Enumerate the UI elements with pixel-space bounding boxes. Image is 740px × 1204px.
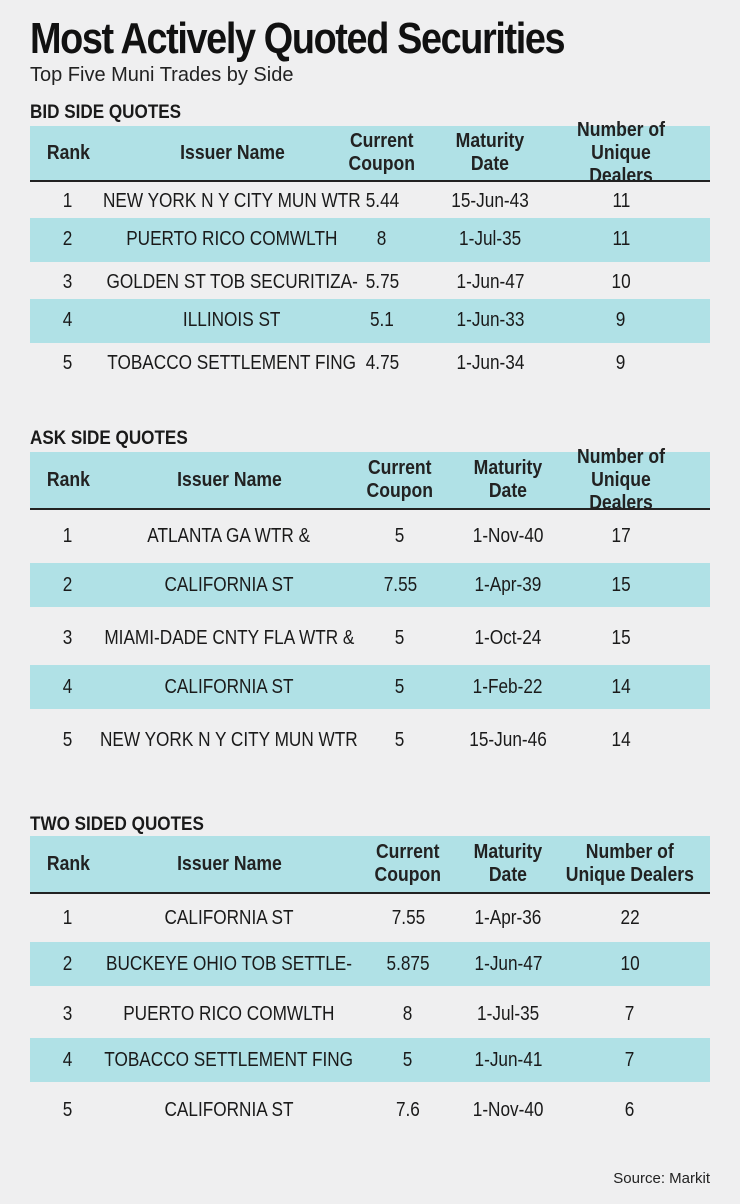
- section-label: ASK SIDE QUOTES: [30, 428, 188, 449]
- cell-maturity-text: 15-Jun-46: [469, 728, 547, 751]
- header-coupon-label: Current Coupon: [348, 130, 416, 175]
- header-rank-label: Rank: [46, 141, 90, 164]
- cell-coupon: [358, 1038, 458, 1082]
- cell-coupon-text: 5.875: [386, 952, 430, 975]
- header-rank: [30, 452, 106, 508]
- cell-maturity: [458, 992, 558, 1036]
- cell-rank: [30, 563, 106, 607]
- header-dealers-label: Number of Unique Dealers: [577, 445, 665, 514]
- cell-maturity-text: 1-Jun-47: [456, 270, 524, 293]
- cell-issuer-text: CALIFORNIA ST: [164, 675, 294, 698]
- header-issuer-label: Issuer Name: [179, 141, 285, 164]
- cell-coupon: [358, 992, 458, 1036]
- cell-coupon-text: 5.75: [365, 270, 399, 293]
- cell-maturity: [458, 942, 558, 986]
- cell-rank-text: 4: [63, 309, 73, 331]
- cell-dealers: [550, 942, 710, 986]
- cell-rank: [30, 260, 106, 304]
- cell-issuer: [106, 218, 358, 262]
- header-coupon-label: Current Coupon: [366, 457, 434, 502]
- header-issuer: [106, 836, 352, 892]
- cell-dealers-text: 6: [625, 1098, 635, 1121]
- header-issuer-label: Issuer Name: [176, 468, 282, 491]
- cell-coupon: [352, 563, 448, 607]
- cell-dealers: [550, 260, 692, 304]
- cell-dealers-text: 9: [616, 351, 626, 374]
- cell-rank-text: 5: [63, 728, 73, 751]
- table-row: [30, 1088, 710, 1132]
- cell-dealers: [550, 1038, 710, 1082]
- cell-rank: [30, 514, 106, 558]
- cell-issuer: [106, 514, 352, 558]
- cell-coupon-text: 7.55: [391, 906, 425, 929]
- cell-dealers: [550, 341, 692, 385]
- table-row: [30, 665, 710, 709]
- header-coupon: [332, 126, 432, 180]
- cell-issuer-text: CALIFORNIA ST: [164, 573, 294, 596]
- header-coupon: [358, 836, 458, 892]
- cell-dealers: [550, 299, 692, 343]
- cell-dealers-text: 7: [625, 1048, 635, 1071]
- cell-issuer: [106, 1038, 352, 1082]
- header-maturity-label: Maturity Date: [473, 457, 543, 502]
- header-issuer: [106, 452, 352, 508]
- cell-maturity-text: 1-Feb-22: [473, 675, 543, 698]
- cell-issuer: [106, 1088, 352, 1132]
- cell-dealers: [550, 1088, 710, 1132]
- cell-dealers: [556, 514, 686, 558]
- cell-maturity-text: 1-Jun-41: [474, 1048, 542, 1071]
- table-header: [30, 836, 710, 894]
- table-row: [30, 514, 710, 558]
- cell-coupon-text: 8: [377, 228, 387, 250]
- cell-coupon: [358, 896, 458, 940]
- cell-dealers-text: 11: [612, 189, 630, 212]
- cell-issuer-text: CALIFORNIA ST: [164, 1098, 294, 1121]
- table-row: [30, 179, 710, 223]
- cell-dealers: [550, 896, 710, 940]
- header-rank-label: Rank: [46, 468, 90, 491]
- cell-issuer: [106, 563, 352, 607]
- cell-coupon: [332, 179, 432, 223]
- section-label: BID SIDE QUOTES: [30, 102, 182, 123]
- cell-issuer-text: ILLINOIS ST: [183, 309, 281, 331]
- cell-maturity: [444, 665, 572, 709]
- header-rank: [30, 836, 106, 892]
- cell-issuer: [103, 179, 361, 223]
- header-maturity: [444, 452, 572, 508]
- cell-issuer: [103, 616, 355, 660]
- cell-coupon: [352, 718, 448, 762]
- header-dealers-label: Number of Unique Dealers: [565, 841, 695, 886]
- cell-dealers: [556, 616, 686, 660]
- table-header: [30, 445, 710, 514]
- header-coupon-label: Current Coupon: [374, 841, 442, 886]
- cell-issuer: [106, 299, 358, 343]
- cell-rank: [30, 299, 106, 343]
- cell-maturity-text: 15-Jun-43: [451, 189, 529, 212]
- cell-dealers-text: 17: [611, 524, 631, 547]
- cell-issuer: [106, 665, 352, 709]
- cell-dealers-text: 14: [611, 675, 631, 698]
- cell-rank-text: 4: [63, 675, 73, 698]
- cell-maturity: [444, 563, 572, 607]
- cell-dealers-text: 11: [612, 228, 630, 250]
- cell-maturity-text: 1-Apr-36: [474, 906, 542, 929]
- page-subtitle: Top Five Muni Trades by Side: [30, 64, 294, 86]
- cell-rank-text: 1: [63, 524, 73, 547]
- cell-rank-text: 1: [63, 189, 73, 212]
- cell-issuer-text: PUERTO RICO COMWLTH: [126, 228, 338, 250]
- cell-maturity: [458, 1038, 558, 1082]
- header-issuer: [106, 126, 358, 180]
- cell-rank: [30, 616, 106, 660]
- cell-coupon: [358, 1088, 458, 1132]
- cell-rank-text: 2: [63, 228, 73, 250]
- cell-coupon-text: 5: [395, 728, 405, 751]
- table-row: [30, 218, 710, 262]
- cell-rank: [30, 1088, 106, 1132]
- cell-dealers-text: 14: [611, 728, 631, 751]
- table-row: [30, 299, 710, 343]
- cell-rank: [30, 992, 106, 1036]
- cell-rank: [30, 1038, 106, 1082]
- cell-issuer-text: NEW YORK N Y CITY MUN WTR: [100, 728, 358, 751]
- header-coupon: [352, 452, 448, 508]
- header-dealers: [550, 836, 710, 892]
- cell-maturity-text: 1-Jul-35: [476, 1002, 540, 1025]
- cell-rank: [30, 896, 106, 940]
- cell-coupon-text: 8: [403, 1002, 413, 1025]
- cell-rank: [30, 218, 106, 262]
- cell-issuer-text: GOLDEN ST TOB SECURITIZA-: [106, 270, 358, 293]
- cell-coupon: [352, 665, 448, 709]
- header-dealers: [556, 445, 686, 514]
- cell-coupon-text: 7.6: [396, 1098, 420, 1121]
- cell-rank-text: 5: [63, 1098, 73, 1121]
- cell-coupon-text: 5: [395, 675, 405, 698]
- cell-issuer-text: NEW YORK N Y CITY MUN WTR: [103, 189, 361, 212]
- cell-maturity-text: 1-Apr-39: [474, 573, 542, 596]
- cell-coupon: [352, 514, 448, 558]
- cell-coupon: [332, 260, 432, 304]
- cell-maturity-text: 1-Jun-34: [456, 351, 524, 374]
- cell-issuer: [106, 896, 352, 940]
- page-title: Most Actively Quoted Securities: [30, 14, 565, 63]
- cell-maturity: [428, 218, 552, 262]
- cell-dealers-text: 9: [616, 309, 626, 331]
- cell-maturity-text: 1-Jul-35: [458, 228, 522, 250]
- source-note: Source: Markit: [613, 1170, 710, 1187]
- header-maturity: [458, 836, 558, 892]
- cell-dealers: [556, 665, 686, 709]
- cell-dealers: [550, 992, 710, 1036]
- header-maturity: [428, 126, 552, 180]
- cell-dealers-text: 22: [620, 906, 640, 929]
- cell-issuer-text: BUCKEYE OHIO TOB SETTLE-: [106, 952, 352, 975]
- cell-dealers-text: 7: [625, 1002, 635, 1025]
- header-rank-label: Rank: [46, 852, 90, 875]
- cell-coupon: [352, 616, 448, 660]
- cell-maturity: [444, 718, 572, 762]
- cell-coupon-text: 5: [403, 1048, 413, 1071]
- header-dealers-label: Number of Unique Dealers: [577, 118, 665, 187]
- cell-coupon: [332, 341, 432, 385]
- cell-issuer: [106, 942, 352, 986]
- cell-rank-text: 3: [63, 626, 73, 649]
- cell-issuer-text: PUERTO RICO COMWLTH: [123, 1002, 335, 1025]
- cell-coupon-text: 5: [395, 524, 405, 547]
- cell-issuer-text: TOBACCO SETTLEMENT FING: [104, 1048, 354, 1071]
- table-row: [30, 563, 710, 607]
- cell-maturity: [458, 896, 558, 940]
- cell-coupon: [332, 218, 432, 262]
- section-label: TWO SIDED QUOTES: [30, 814, 204, 835]
- cell-maturity-text: 1-Oct-24: [474, 626, 542, 649]
- cell-maturity-text: 1-Nov-40: [472, 524, 544, 547]
- cell-dealers-text: 15: [611, 626, 631, 649]
- cell-rank-text: 1: [63, 906, 73, 929]
- cell-coupon: [358, 942, 458, 986]
- cell-coupon: [332, 299, 432, 343]
- cell-maturity: [428, 260, 552, 304]
- cell-maturity: [428, 299, 552, 343]
- cell-issuer-text: CALIFORNIA ST: [164, 906, 294, 929]
- cell-rank-text: 4: [63, 1048, 73, 1071]
- cell-coupon-text: 4.75: [365, 351, 399, 374]
- header-rank: [30, 126, 106, 180]
- cell-rank: [30, 942, 106, 986]
- cell-maturity: [428, 341, 552, 385]
- cell-issuer: [106, 992, 352, 1036]
- table-row: [30, 260, 710, 304]
- header-maturity-label: Maturity Date: [455, 130, 525, 175]
- cell-rank-text: 3: [63, 270, 73, 293]
- cell-rank-text: 2: [63, 952, 73, 975]
- cell-rank: [30, 179, 106, 223]
- cell-maturity: [458, 1088, 558, 1132]
- table-row: [30, 341, 710, 385]
- cell-maturity: [444, 616, 572, 660]
- table-row: [30, 718, 710, 762]
- table-row: [30, 942, 710, 986]
- cell-dealers: [556, 563, 686, 607]
- cell-maturity: [428, 179, 552, 223]
- cell-issuer-text: ATLANTA GA WTR &: [147, 524, 311, 547]
- cell-issuer: [106, 341, 358, 385]
- table-row: [30, 616, 710, 660]
- header-issuer-label: Issuer Name: [176, 852, 282, 875]
- cell-maturity: [444, 514, 572, 558]
- cell-rank-text: 5: [63, 351, 73, 374]
- cell-maturity-text: 1-Jun-47: [474, 952, 542, 975]
- cell-maturity-text: 1-Jun-33: [456, 309, 524, 331]
- header-maturity-label: Maturity Date: [473, 841, 543, 886]
- table-row: [30, 1038, 710, 1082]
- cell-issuer: [100, 718, 358, 762]
- cell-coupon-text: 5.1: [370, 309, 394, 331]
- cell-coupon-text: 5.44: [365, 189, 399, 212]
- cell-rank: [30, 665, 106, 709]
- cell-dealers-text: 10: [620, 952, 640, 975]
- header-dealers: [550, 118, 692, 187]
- cell-issuer-text: TOBACCO SETTLEMENT FING: [107, 351, 357, 374]
- cell-dealers: [550, 218, 692, 262]
- cell-maturity-text: 1-Nov-40: [472, 1098, 544, 1121]
- cell-dealers: [550, 179, 692, 223]
- cell-dealers-text: 15: [611, 573, 631, 596]
- cell-coupon-text: 5: [395, 626, 405, 649]
- table-row: [30, 896, 710, 940]
- cell-issuer: [106, 260, 358, 304]
- cell-rank-text: 2: [63, 573, 73, 596]
- cell-coupon-text: 7.55: [383, 573, 417, 596]
- cell-rank-text: 3: [63, 1002, 73, 1025]
- cell-rank: [30, 718, 106, 762]
- cell-rank: [30, 341, 106, 385]
- cell-dealers: [556, 718, 686, 762]
- cell-issuer-text: MIAMI-DADE CNTY FLA WTR &: [103, 626, 355, 649]
- table-row: [30, 992, 710, 1036]
- cell-dealers-text: 10: [611, 270, 631, 293]
- table-header: [30, 118, 710, 187]
